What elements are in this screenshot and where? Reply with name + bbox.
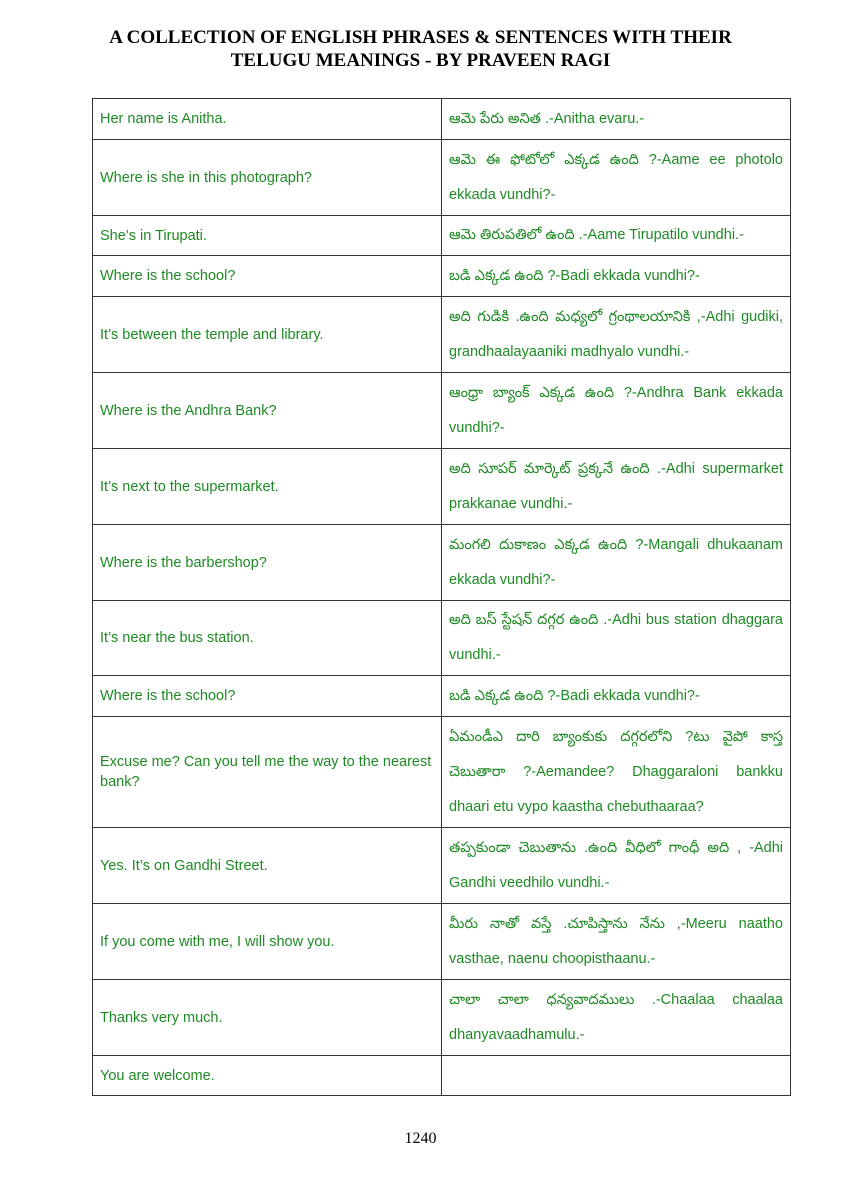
telugu-meaning: ఆంధ్రా బ్యాంక్ ఎక్కడ ఉంది ?-Andhra Bank ekkada vundhi?- (442, 373, 791, 449)
telugu-meaning: మీరు నాతో వస్తే .చూపిస్తాను నేను ,-Meeru naatho vasthae, naenu choopisthaanu.- (442, 904, 791, 980)
english-phrase: Thanks very much. (93, 980, 442, 1056)
telugu-meaning: మంగలి దుకాణం ఎక్కడ ఉంది ?-Mangali dhukaanam ekkada vundhi?- (442, 525, 791, 601)
english-phrase: It’s next to the supermarket. (93, 449, 442, 525)
english-phrase: Her name is Anitha. (93, 99, 442, 140)
telugu-meaning: చాలా చాలా ధన్యవాదములు .-Chaalaa chaalaa dhanyavaadhamulu.- (442, 980, 791, 1056)
telugu-meaning: బడి ఎక్కడ ఉంది ?-Badi ekkada vundhi?- (442, 676, 791, 717)
english-phrase: If you come with me, I will show you. (93, 904, 442, 980)
table-row (93, 1056, 791, 1096)
telugu-meaning: అది బస్ స్టేషన్ దగ్గర ఉంది .-Adhi bus station dhaggara vundhi.- (442, 601, 791, 676)
telugu-meaning: ఏమండీఎ దారి బ్యాంకుకు దగ్గరలోని ?టు వైపో కాస్త చెబుతారా ?-Aemandee? Dhaggaraloni bankku dhaari etu vypo kaastha chebuthaaraa? (442, 717, 791, 828)
title-line-2: TELUGU MEANINGS - BY PRAVEEN RAGI (230, 50, 611, 71)
table-row (93, 676, 791, 717)
telugu-meaning: తప్పకుండా చెబుతాను .ఉంది వీధిలో గాంధీ అది , -Adhi Gandhi veedhilo vundhi.- (442, 828, 791, 904)
table-row (93, 525, 791, 601)
english-phrase: Where is the barbershop? (93, 525, 442, 601)
english-phrase: Where is the school? (93, 676, 442, 717)
page-number: 1240 (404, 1130, 437, 1147)
table-row (93, 99, 791, 140)
table-row (93, 449, 791, 525)
phrases-table-body (93, 99, 791, 1096)
table-row (93, 601, 791, 676)
telugu-meaning: ఆమె తిరుపతిలో ఉంది .-Aame Tirupatilo vundhi.- (442, 216, 791, 256)
telugu-meaning: అది సూపర్ మార్కెట్ ప్రక్కనే ఉంది .-Adhi supermarket prakkanae vundhi.- (442, 449, 791, 525)
table-row (93, 980, 791, 1056)
english-phrase: Yes. It’s on Gandhi Street. (93, 828, 442, 904)
title-line-1: A COLLECTION OF ENGLISH PHRASES & SENTENCES WITH THEIR (109, 27, 732, 48)
document-title (0, 26, 841, 72)
table-row (93, 297, 791, 373)
english-phrase: Where is she in this photograph? (93, 140, 442, 216)
english-phrase: Where is the school? (93, 256, 442, 297)
english-phrase: It’s near the bus station. (93, 601, 442, 676)
phrases-table (92, 98, 791, 1096)
telugu-meaning: అది గుడికి .ఉంది మధ్యలో గ్రంథాలయానికి ,-Adhi gudiki, grandhaalayaaniki madhyalo vundhi.- (442, 297, 791, 373)
english-phrase: She’s in Tirupati. (93, 216, 442, 256)
table-row (93, 140, 791, 216)
english-phrase: Where is the Andhra Bank? (93, 373, 442, 449)
english-phrase: You are welcome. (93, 1056, 442, 1096)
english-phrase: It’s between the temple and library. (93, 297, 442, 373)
english-phrase: Excuse me? Can you tell me the way to the nearest bank? (93, 717, 442, 828)
table-row (93, 216, 791, 256)
table-row (93, 717, 791, 828)
telugu-meaning: బడి ఎక్కడ ఉంది ?-Badi ekkada vundhi?- (442, 256, 791, 297)
telugu-meaning: ఆమె పేరు అనిత .-Anitha evaru.- (442, 99, 791, 140)
table-row (93, 828, 791, 904)
table-row (93, 373, 791, 449)
table-row (93, 256, 791, 297)
telugu-meaning (442, 1056, 791, 1096)
telugu-meaning: ఆమె ఈ ఫోటోలో ఎక్కడ ఉంది ?-Aame ee photolo ekkada vundhi?- (442, 140, 791, 216)
table-row (93, 904, 791, 980)
